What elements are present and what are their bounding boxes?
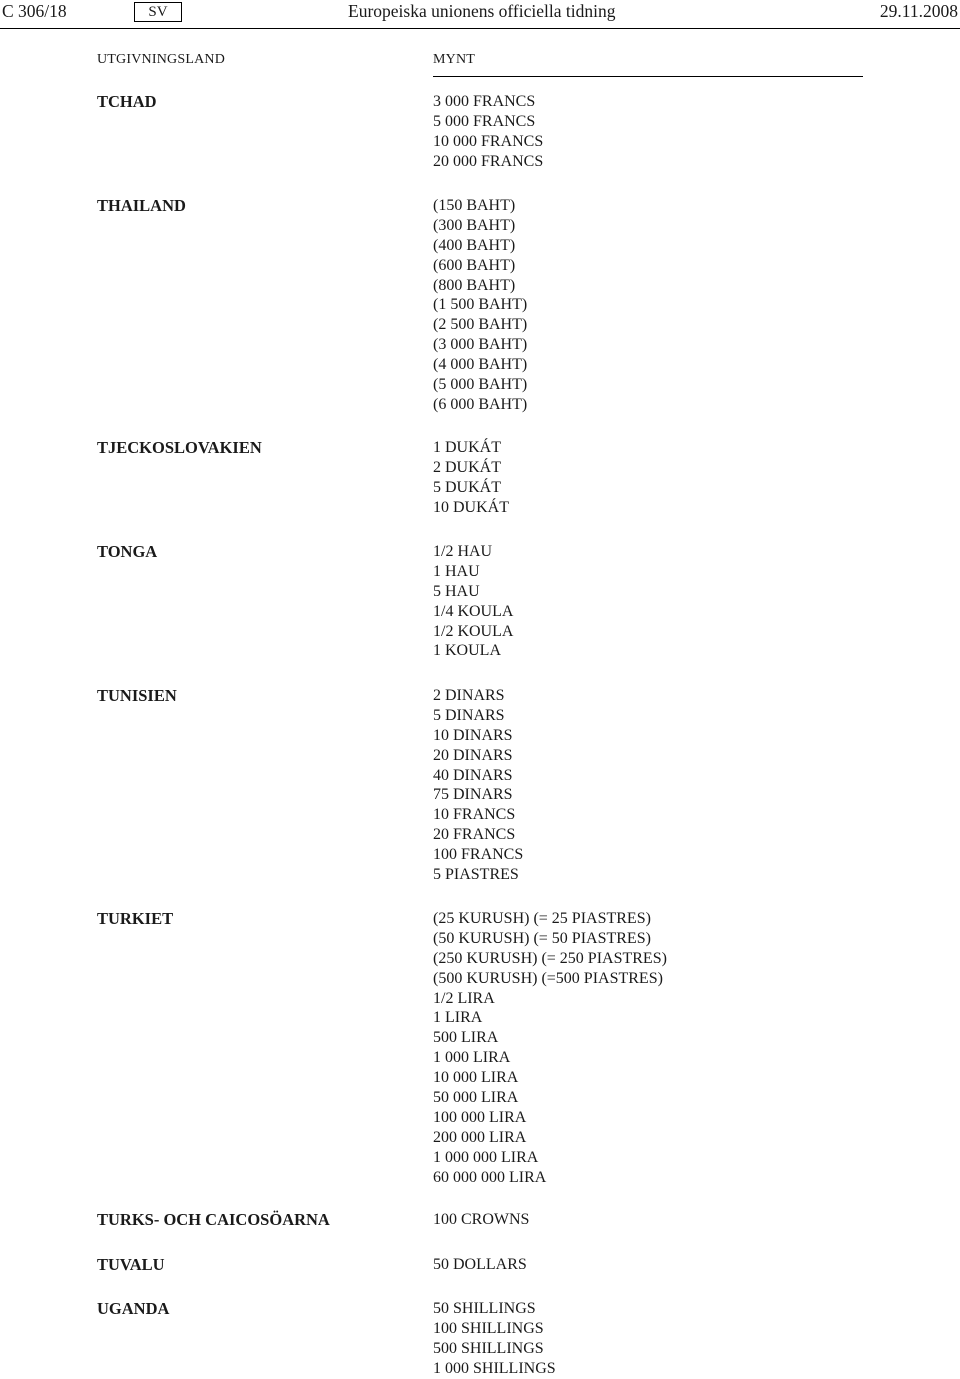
journal-title: Europeiska unionens officiella tidning	[348, 1, 616, 21]
coin-item: (400 BAHT)	[433, 236, 516, 254]
coin-list	[433, 196, 527, 415]
coin-item: 50 000 LIRA	[433, 1089, 519, 1107]
coin-item: 200 000 LIRA	[433, 1128, 527, 1146]
column-header-coin: MYNT	[433, 52, 476, 67]
coin-item: 1/2 LIRA	[433, 989, 495, 1007]
coin-item: 500 SHILLINGS	[433, 1339, 544, 1357]
coin-item: 2 DUKÁT	[433, 458, 501, 476]
language-badge: SV	[134, 2, 182, 22]
coin-item: 100 CROWNS	[433, 1211, 530, 1228]
coin-item: 75 DINARS	[433, 786, 513, 804]
coin-item: 50 SHILLINGS	[433, 1300, 536, 1317]
coin-item: (300 BAHT)	[433, 216, 516, 234]
coin-item: 1/2 KOULA	[433, 622, 514, 640]
coin-item: 10 FRANCS	[433, 806, 516, 824]
country-name: TJECKOSLOVAKIEN	[97, 438, 262, 457]
column-header-country: UTGIVNINGSLAND	[97, 52, 226, 67]
coin-item: 5 PIASTRES	[433, 866, 519, 884]
country-name: THAILAND	[97, 196, 186, 215]
coin-item: (5 000 BAHT)	[433, 376, 528, 394]
coin-item: (250 KURUSH) (= 250 PIASTRES)	[433, 949, 667, 967]
coin-item: 2 DINARS	[433, 687, 505, 704]
country-name: UGANDA	[97, 1299, 170, 1318]
coin-item: 1 000 LIRA	[433, 1049, 511, 1067]
coin-item: (500 KURUSH) (=500 PIASTRES)	[433, 969, 663, 987]
coin-item: (3 000 BAHT)	[433, 336, 528, 354]
coin-item: (50 KURUSH) (= 50 PIASTRES)	[433, 929, 651, 947]
coin-item: (800 BAHT)	[433, 276, 516, 294]
coin-list	[433, 1255, 527, 1275]
coin-item: 50 DOLLARS	[433, 1256, 527, 1273]
page-reference: C 306/18	[2, 1, 67, 21]
coin-item: 10 DINARS	[433, 726, 513, 744]
country-name: TCHAD	[97, 92, 157, 111]
coin-item: 1 KOULA	[433, 642, 501, 660]
coin-list	[433, 92, 543, 172]
coin-item: 100 000 LIRA	[433, 1108, 527, 1126]
coin-item: 20 FRANCS	[433, 826, 516, 844]
coin-item: (600 BAHT)	[433, 256, 516, 274]
coin-item: (4 000 BAHT)	[433, 356, 528, 374]
coin-list	[433, 909, 667, 1187]
country-name: TUNISIEN	[97, 686, 177, 705]
coin-item: 20 DINARS	[433, 746, 513, 764]
coin-item: 40 DINARS	[433, 766, 513, 784]
coin-item: 100 FRANCS	[433, 846, 524, 864]
coin-item: 1 000 000 LIRA	[433, 1148, 539, 1166]
country-name: TURKIET	[97, 909, 174, 928]
country-name: TONGA	[97, 542, 158, 561]
coin-list	[433, 542, 513, 661]
coin-item: 100 SHILLINGS	[433, 1319, 544, 1337]
coin-item: (1 500 BAHT)	[433, 296, 528, 314]
coin-item: 1/4 KOULA	[433, 602, 514, 620]
coin-item: 1 HAU	[433, 562, 480, 580]
coin-list	[433, 686, 523, 885]
coin-item: 20 000 FRANCS	[433, 152, 544, 170]
coin-item: 1 LIRA	[433, 1009, 483, 1027]
coin-list	[433, 1299, 556, 1379]
coin-item: (2 500 BAHT)	[433, 316, 528, 334]
publication-date: 29.11.2008	[879, 1, 958, 21]
country-name: TUVALU	[97, 1255, 165, 1274]
coin-item: 5 DINARS	[433, 706, 505, 724]
coin-item: 3 000 FRANCS	[433, 93, 536, 110]
page-header	[0, 0, 960, 29]
coin-item: 10 DUKÁT	[433, 498, 509, 516]
coin-item: 1 000 SHILLINGS	[433, 1359, 556, 1377]
coin-item: 5 HAU	[433, 582, 480, 600]
coin-item: 10 000 FRANCS	[433, 132, 544, 150]
coin-list	[433, 438, 509, 518]
coin-item: (150 BAHT)	[433, 197, 516, 214]
coin-item: (25 KURUSH) (= 25 PIASTRES)	[433, 910, 651, 927]
coin-item: 500 LIRA	[433, 1029, 499, 1047]
coin-item: 5 000 FRANCS	[433, 112, 536, 130]
coin-item: 1 DUKÁT	[433, 439, 501, 456]
header-rule	[433, 76, 863, 77]
coin-item: 1/2 HAU	[433, 543, 493, 560]
coin-item: 60 000 000 LIRA	[433, 1168, 547, 1186]
coin-item: 5 DUKÁT	[433, 478, 501, 496]
country-name: TURKS- OCH CAICOSÖARNA	[97, 1210, 330, 1229]
coin-item: (6 000 BAHT)	[433, 395, 528, 413]
coin-list	[433, 1210, 529, 1230]
coin-item: 10 000 LIRA	[433, 1069, 519, 1087]
